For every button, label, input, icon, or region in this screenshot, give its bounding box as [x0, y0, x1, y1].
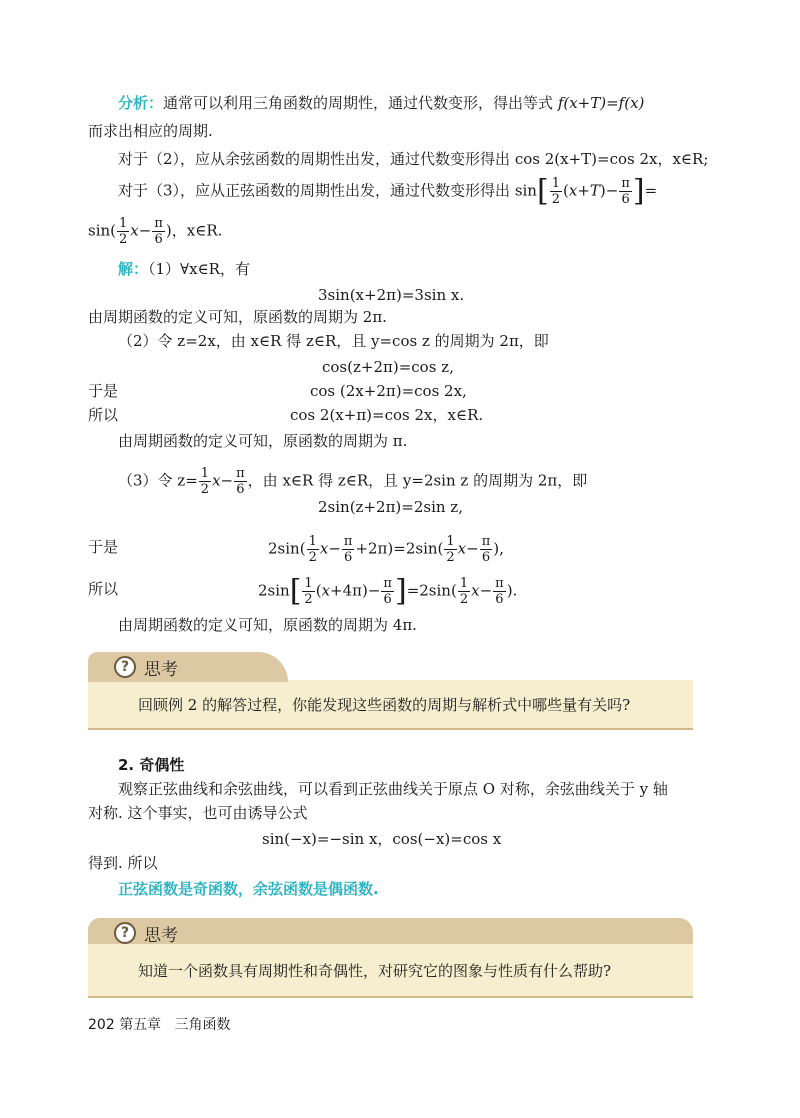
solution-conclusion-1: 由周期函数的定义可知，原函数的周期为 2π.: [88, 308, 387, 326]
section-line-2: 对称. 这个事实，也可由诱导公式: [88, 804, 308, 822]
think-text-1: 回顾例 2 的解答过程，你能发现这些函数的周期与解析式中哪些量有关吗?: [138, 696, 631, 714]
page-footer: [88, 1014, 231, 1034]
section-line-1: 观察正弦曲线和余弦曲线，可以看到正弦曲线关于原点 O 对称，余弦曲线关于 y 轴: [118, 780, 668, 798]
analysis-line-1: 分析：通常可以利用三角函数的周期性，通过代数变形，得出等式 f(x+T)=f(x): [118, 94, 645, 112]
think-tab-2: [88, 918, 693, 944]
analysis-line-3: 对于（2），应从余弦函数的周期性出发，通过代数变形得出 cos 2(x+T)=cos 2x，x∈R;: [118, 150, 709, 168]
chapter-title: 三角函数: [174, 1017, 231, 1033]
section-line-3: 得到. 所以: [88, 854, 158, 872]
question-icon: ?: [114, 922, 136, 944]
think-text-2: 知道一个函数具有周期性和奇偶性，对研究它的图象与性质有什么帮助?: [138, 962, 612, 980]
solution-conclusion-3: 由周期函数的定义可知，原函数的周期为 4π.: [118, 616, 417, 634]
solution-eq-3a: 2sin(z+2π)=2sin z,: [318, 498, 463, 516]
induction-formula: sin(−x)=−sin x，cos(−x)=cos x: [262, 830, 502, 848]
solution-eq-3b: 2sin( $\frac{1}{2}$ x− $\frac{\pi}{6}$ +2π)=2sin( $\frac{1}{2}$ x− $\frac{\pi}{6}$ ),: [268, 534, 504, 565]
question-icon: ?: [114, 656, 136, 678]
analysis-line-2: 而求出相应的周期.: [88, 122, 213, 140]
solution-part-1: 解：（1）∀x∈R，有: [118, 260, 250, 278]
label-suoyi-1: 所以: [88, 406, 119, 424]
label-suoyi-2: 所以: [88, 580, 119, 598]
solution-part-2: （2）令 z=2x，由 x∈R 得 z∈R，且 y=cos z 的周期为 2π，即: [118, 332, 549, 350]
analysis-line-5: sin( $\frac{1}{2}$ x− $\frac{\pi}{6}$ )，x∈R.: [88, 216, 223, 247]
solution-part-3: （3）令 z= $\frac{1}{2}$ x− $\frac{\pi}{6}$ ，由 x∈R 得 z∈R，且 y=2sin z 的周期为 2π，即: [118, 466, 588, 497]
solution-eq-3c: 2sin[ $\frac{1}{2}$ (x+4π)− $\frac{\pi}{6}$ ]=2sin( $\frac{1}{2}$ x− $\frac{\pi}{6}$ ).: [258, 573, 518, 609]
parity-conclusion: 正弦函数是奇函数，余弦函数是偶函数.: [118, 880, 379, 898]
solution-eq-1: 3sin(x+2π)=3sin x.: [318, 286, 465, 304]
page-number: 202: [88, 1017, 115, 1033]
think-title-1: 思考: [144, 660, 178, 680]
analysis-label: 分析：: [118, 94, 164, 112]
solution-conclusion-2: 由周期函数的定义可知，原函数的周期为 π.: [118, 432, 408, 450]
analysis-line-4: 对于（3），应从正弦函数的周期性出发，通过代数变形得出 sin[ $\frac{1}{2}$ (x+T)− $\frac{\pi}{6}$ ]=: [118, 173, 658, 209]
think-title-2: 思考: [144, 926, 178, 946]
solution-eq-2a: cos(z+2π)=cos z,: [322, 358, 454, 376]
label-yushi-2: 于是: [88, 538, 119, 556]
section-title: 2. 奇偶性: [118, 756, 185, 774]
label-yushi-1: 于是: [88, 382, 119, 400]
solution-label: 解：: [118, 260, 149, 278]
chapter-label: 第五章: [119, 1017, 162, 1033]
solution-eq-2c: cos 2(x+π)=cos 2x，x∈R.: [290, 406, 484, 424]
solution-eq-2b: cos (2x+2π)=cos 2x,: [310, 382, 467, 400]
